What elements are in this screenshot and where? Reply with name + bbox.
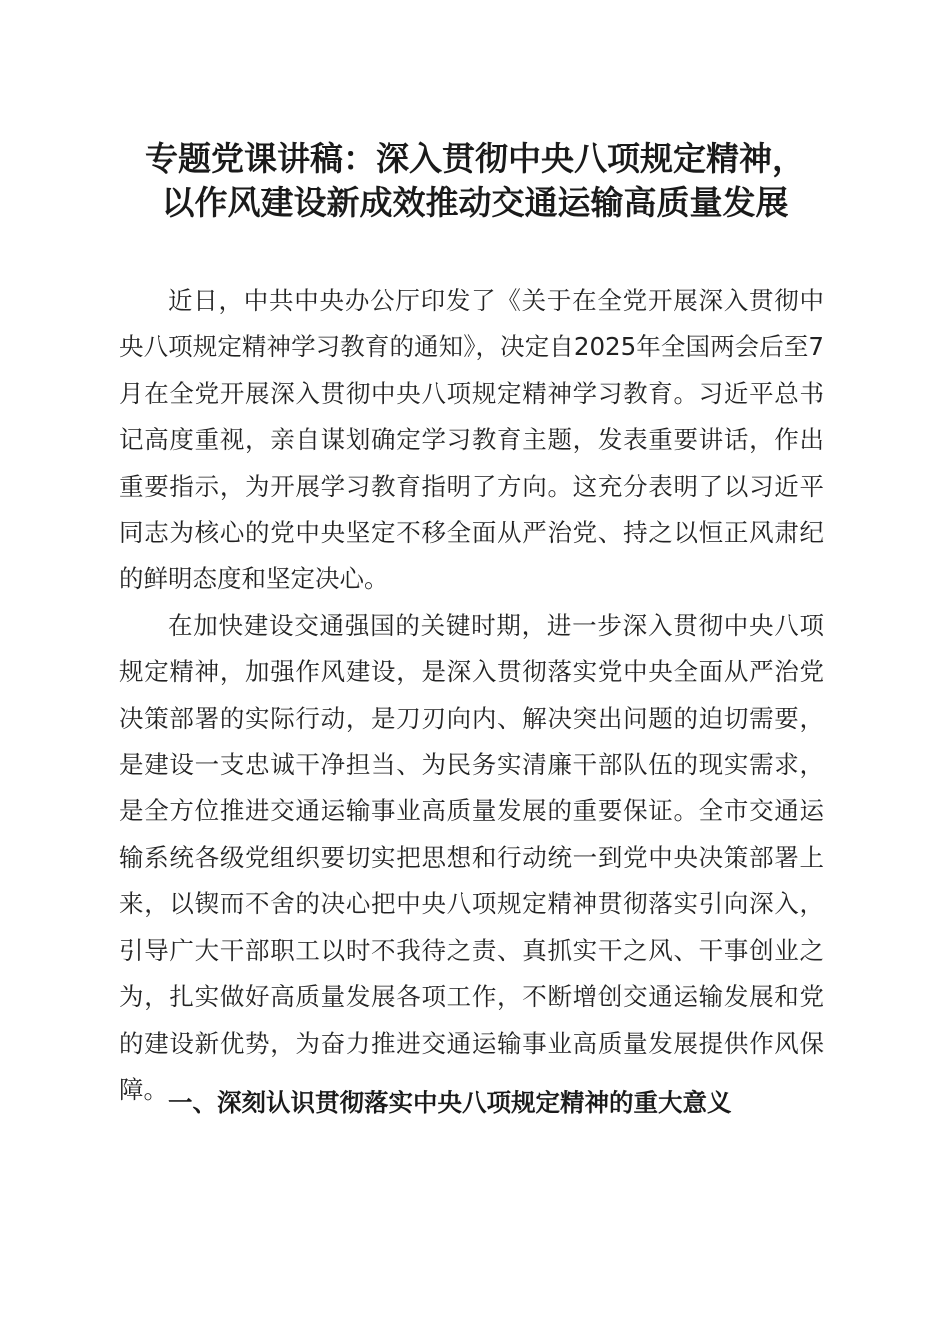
section-heading: 一、深刻认识贯彻落实中央八项规定精神的重大意义 [168,1088,732,1117]
paragraph-1: 近日，中共中央办公厅印发了《关于在全党开展深入贯彻中央八项规定精神学习教育的通知》，决定自2025年全国两会后至7月在全党开展深入贯彻中央八项规定精神学习教育。习近平总书记高度重视，亲自谋划确定学习教育主题，发表重要讲话，作出重要指示，为开展学习教育指明了方向。这充分表明了以习近平同志为核心的党中央坚定不移全面从严治党、持之以恒正风肃纪的鲜明态度和坚定决心。 [119,286,824,594]
document-body [119,278,824,1113]
title-line-1: 专题党课讲稿：深入贯彻中央八项规定精神， [145,139,805,178]
document-title [100,137,850,225]
paragraph-2: 在加快建设交通强国的关键时期，进一步深入贯彻中央八项规定精神，加强作风建设，是深入贯彻落实党中央全面从严治党决策部署的实际行动，是刀刃向内、解决突出问题的迫切需要，是建设一支忠诚干净担当、为民务实清廉干部队伍的现实需求，是全方位推进交通运输事业高质量发展的重要保证。全市交通运输系统各级党组织要切实把思想和行动统一到党中央决策部署上来，以锲而不舍的决心把中央八项规定精神贯彻落实引向深入，引导广大干部职工以时不我待之责、真抓实干之风、干事创业之为，扎实做好高质量发展各项工作，不断增创交通运输发展和党的建设新优势，为奋力推进交通运输事业高质量发展提供作风保障。 [119,610,824,1104]
title-line-2: 以作风建设新成效推动交通运输高质量发展 [161,183,789,222]
